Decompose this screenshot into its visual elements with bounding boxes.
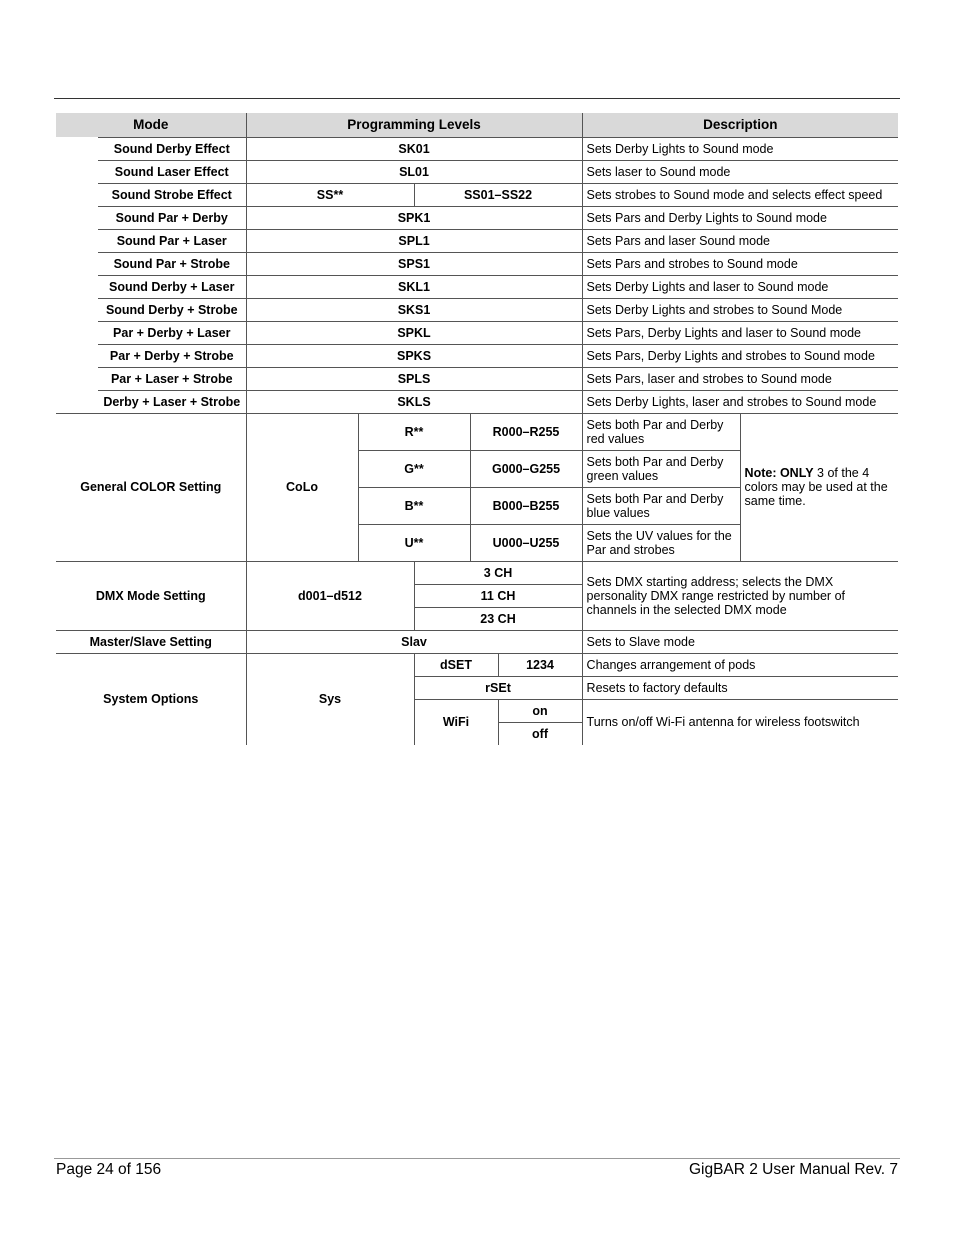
mode-cell: Sound Par + Derby [98,206,246,229]
level-cell: CoLo [246,413,358,561]
table-row [56,321,898,344]
mode-cell: Sound Derby + Laser [98,275,246,298]
mode-cell: Sound Strobe Effect [98,183,246,206]
mode-cell: Par + Derby + Strobe [98,344,246,367]
level-cell: SS** [246,183,414,206]
footer-rule [54,1158,900,1159]
option-value-cell: on [498,699,582,722]
description-cell: Sets Pars and strobes to Sound mode [582,252,898,275]
description-cell: Sets both Par and Derby red values [582,413,740,450]
level-cell: SK01 [246,137,582,160]
table-row [56,413,898,450]
option-cell: rSEt [414,676,582,699]
mode-cell: Master/Slave Setting [56,630,246,653]
level-cell: SPKS [246,344,582,367]
level-cell: SPKL [246,321,582,344]
option-value-cell: 1234 [498,653,582,676]
col-header-description: Description [582,113,898,137]
header-rule [54,98,900,99]
description-cell: Sets Pars and laser Sound mode [582,229,898,252]
table-row [56,275,898,298]
table-row [56,183,898,206]
table-row [56,630,898,653]
channel-cell: 11 CH [414,584,582,607]
description-cell: Sets both Par and Derby blue values [582,487,740,524]
description-cell: Sets DMX starting address; selects the DMX personality DMX range restricted by number of channels in the selected DMX mode [582,561,898,630]
description-cell: Sets Pars and Derby Lights to Sound mode [582,206,898,229]
color-range-cell: G000–G255 [470,450,582,487]
table-row [56,137,898,160]
color-range-cell: R000–R255 [470,413,582,450]
mode-cell: Sound Par + Strobe [98,252,246,275]
description-cell: Sets Derby Lights and strobes to Sound Mode [582,298,898,321]
table-row [56,653,898,676]
table-row [56,390,898,413]
table-row [56,344,898,367]
level-cell: Slav [246,630,582,653]
table-row [56,367,898,390]
level-cell: SPL1 [246,229,582,252]
note-text: 3 of the 4 colors may be used at the same time. [744,466,888,508]
description-cell: Sets strobes to Sound mode and selects effect speed [582,183,898,206]
mode-cell: Derby + Laser + Strobe [98,390,246,413]
color-note [740,413,898,561]
level-cell: SPLS [246,367,582,390]
level-cell: Sys [246,653,414,745]
level-cell: SKS1 [246,298,582,321]
page-number: Page 24 of 156 [56,1161,162,1178]
description-cell: Sets to Slave mode [582,630,898,653]
description-cell: Sets the UV values for the Par and strobes [582,524,740,561]
color-range-cell: U000–U255 [470,524,582,561]
document-title: GigBAR 2 User Manual Rev. 7 [688,1161,898,1178]
table-row [56,252,898,275]
note-label: Note: ONLY [744,466,814,480]
option-cell: dSET [414,653,498,676]
mode-cell: Sound Par + Laser [98,229,246,252]
table-row [56,160,898,183]
color-code-cell: G** [358,450,470,487]
channel-cell: 3 CH [414,561,582,584]
programming-table [56,113,898,745]
description-cell: Sets both Par and Derby green values [582,450,740,487]
col-header-mode: Mode [56,113,246,137]
description-cell: Sets Pars, Derby Lights and strobes to Sound mode [582,344,898,367]
description-cell: Sets Derby Lights to Sound mode [582,137,898,160]
description-cell: Sets Pars, Derby Lights and laser to Sound mode [582,321,898,344]
level-cell: SPS1 [246,252,582,275]
mode-cell: Par + Derby + Laser [98,321,246,344]
table-header-row [56,113,898,137]
description-cell: Sets Derby Lights, laser and strobes to Sound mode [582,390,898,413]
level-cell: d001–d512 [246,561,414,630]
table-row [56,298,898,321]
description-cell: Changes arrangement of pods [582,653,898,676]
mode-cell: Sound Laser Effect [98,160,246,183]
mode-cell: System Options [56,653,246,745]
table-row [56,229,898,252]
color-code-cell: R** [358,413,470,450]
mode-cell: DMX Mode Setting [56,561,246,630]
description-cell: Turns on/off Wi-Fi antenna for wireless footswitch [582,699,898,745]
level-cell: SL01 [246,160,582,183]
option-value-cell: off [498,722,582,745]
description-cell: Sets laser to Sound mode [582,160,898,183]
mode-cell: Sound Derby + Strobe [98,298,246,321]
color-code-cell: U** [358,524,470,561]
description-cell: Sets Derby Lights and laser to Sound mode [582,275,898,298]
table-row [56,561,898,584]
description-cell: Resets to factory defaults [582,676,898,699]
option-cell: WiFi [414,699,498,745]
mode-cell: Sound Derby Effect [98,137,246,160]
channel-cell: 23 CH [414,607,582,630]
color-range-cell: B000–B255 [470,487,582,524]
color-code-cell: B** [358,487,470,524]
table-row [56,206,898,229]
level-cell: SPK1 [246,206,582,229]
level-range-cell: SS01–SS22 [414,183,582,206]
description-cell: Sets Pars, laser and strobes to Sound mode [582,367,898,390]
mode-cell: General COLOR Setting [56,413,246,561]
col-header-levels: Programming Levels [246,113,582,137]
mode-cell: Par + Laser + Strobe [98,367,246,390]
level-cell: SKLS [246,390,582,413]
level-cell: SKL1 [246,275,582,298]
